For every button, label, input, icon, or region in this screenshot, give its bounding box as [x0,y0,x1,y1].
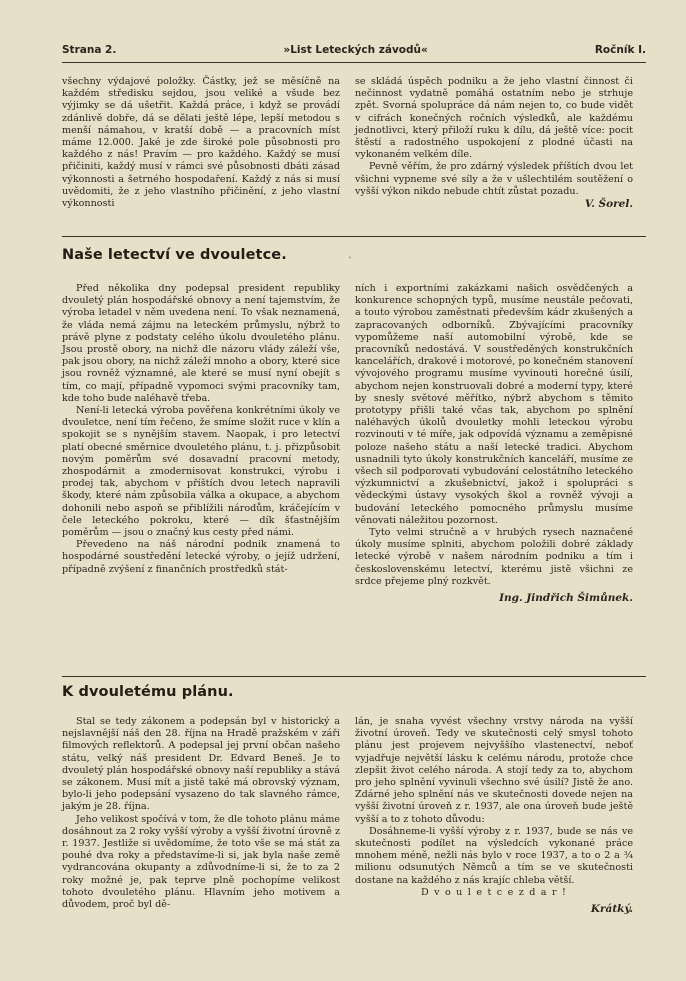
top-right-paragraph-1: se skládá úspěch podniku a že jeho vlastní činnost či nečinnost vydatně pomáhá ostatním nebo je strhuje zpět. Svorná spolupráce dá nám nejen to, co bude vidět v cifrách konečných ročních výsledků, ale každému jednotlivci, který přiloží ruku k dílu, dá ještě více: pocit štěstí a radostného uspokojení z plodné účasti na vykonaném velkém díle. [355,76,633,161]
top-left-paragraph: všechny výdajové položky. Částky, jež se měsíčně na každém středisku sejdou, jsou veliké a všude bez výjimky se dá ušetřit. Každá práce, i když se provádí zdánlivě dobře, dá se dělati ještě lépe, lepší metodou s menší námahou, v kratší době — a pracovních míst máme 12.000. Jaké je zde široké pole působnosti pro každého z nás! Pravím — pro každého. Každý se musí přičiniti, každý musí v rámci své působnosti dbáti zásad výkonnosti a šetrného hospodaření. Každý z nás si musí uvědomiti, že z jeho vlastního přičinění, z jeho vlastní výkonnosti [62,76,340,210]
page-header [62,44,646,58]
top-signature: V. Šorel. [584,198,633,211]
article1-title: Naše letectví ve dvouletce. [62,247,287,263]
article1-left-paragraph-1: Před několika dny podepsal president republiky dvouletý plán hospodářské obnovy a není tajemstvím, že výroba letadel v něm uvedena není. To však neznamená, že vláda nemá zájmu na leteckém průmyslu, nýbrž to právě plyne z podstaty celého úkolu dvouletého plánu. Jsou prostě obory, na nichž dle názoru vlády záleží vše, pak jsou obory, na nichž záleží mnoho a obory, které sice jsou rovněž významné, ale které se musí nyní obejít s tím, co mají, případně vypomoci svými pracovníky tam, kde toho bude naléhavě třeba. [62,283,340,404]
article2-left-paragraph-2: Jeho velikost spočívá v tom, že dle tohoto plánu máme dosáhnout za 2 roky vyšší výroby a vyšší životní úrovně z r. 1937. Jestliže si uvědomíme, že toto vše se má stát za pouhé dva roky a představíme-li si, jak byla naše země vydrancována okupanty a zdůvodníme-li si, že to za 2 roky možné je, pak teprve plně pochopíme velikost tohoto dvouletého plánu. Hlavním jeho motivem a důvodem, proč byl dě- [62,813,340,911]
top-right-paragraph-2: Pevně věřím, že pro zdárný výsledek příštích dvou let všichni vypneme své síly a že v ušlechtilém soutěžení o vyšší výkon nikdo nebude chtít zůstat pozadu. [355,161,633,197]
article1-right-paragraph-2: Tyto velmi stručně a v hrubých rysech naznačené úkoly musíme splniti, abychom položili dobré základy letecké výrobě v našem národním podniku a tím i československému letectví, kterému jistě všichni ze srdce přejeme plný rozkvět. [355,527,633,587]
page-number: Strana 2. [62,44,117,56]
article1-left-column [62,283,340,576]
section-divider-2 [62,676,646,677]
article1-left-paragraph-3: Převedeno na náš národní podnik znamená to hospodárné soustředění letecké výroby, o jejíž udržení, případně zvýšení z finančních prostředků stát- [62,539,340,575]
speck-mark: ` [348,257,353,268]
article2-closing: D v o u l e t c e z d a r ! [420,886,568,898]
article2-signature: Krátký. [590,903,633,916]
top-right-column [355,76,633,210]
article1-right-paragraph-1: ních i exportními zakázkami našich osvědčených a konkurence schopných typů, musíme neustále pečovati, a touto výrobou zaměstnati především kádr zkušených a zapracovaných odborníků. Zbývajícími pracovníky vypomůžeme naší automobilní výrobě, kde se pracovníků nedostává. V soustředěných konstrukčních kancelářích, drakové i motorové, po konečném stanovení vývojového programu musíme vyvinouti horečné úsilí, abychom nejen konstruovali dobré a moderní typy, které by snesly světové měřítko, nýbrž abychom s těmito prototypy přišli také včas tak, abychom po splnění naléhavých úkolů dvouletky mohli leteckou výrobu rozvinouti v té míře, jak odpovídá významu a zeměpisné poloze našeho státu a naší letecké tradici. Abychom usnadnili tyto úkoly konstrukčních kanceláří, musíme ze všech sil podporovati vybudování celostátního leteckého výzkumnictví a zkušebnictví, jakož i spolupráci s vědeckými ústavy vysokých škol a rovněž vývoji a budování leteckého pomocného průmyslu musíme věnovati náležitou pozornost. [355,283,633,526]
article1-left-paragraph-2: Není-li letecká výroba pověřena konkrétními úkoly ve dvouletce, není tím řečeno, že smíme složit ruce v klín a spokojit se s nynějším stavem. Naopak, i pro letectví platí obecné směrnice dvouletého plánu, t. j. přizpůsobit novým poměrům své dosavadní pracovní metody, zhospodárnit a zmodernisovat konstrukci, výrobu i prodej tak, abychom v příštích dvou letech napravili škody, které nám způsobila válka a okupace, a abychom dohonili nebo aspoň se přiblížili národům, kráčejícím v čele leteckého pokroku, které — dík šťastnějším poměrům — jsou o značný kus cesty před námi. [62,405,340,539]
article2-right-column [355,716,633,915]
article2-left-paragraph-1: Stal se tedy zákonem a podepsán byl v historický a nejslavnější náš den 28. října na Hradě pražském v záři filmových reflektorů. A podepsal jej první občan našeho státu, velký náš president Dr. Edvard Beneš. Je to dvouletý plán hospodářské obnovy naší republiky a stává se zákonem. Musí mít a jistě také má obrovský význam, bylo-li jeho podepsání vysazeno do tak slavného rámce, jakým je 28. října. [62,716,340,813]
article2-right-paragraph-2: Dosáhneme-li vyšší výroby z r. 1937, bude se nás ve skutečnosti podílet na výsledcích vykonané práce mnohem méně, nežli nás bylo v roce 1937, a to o 2 a ¾ milionu odsunutých Němců a tím se ve skutečnosti dostane na každého z nás krajíc chleba větší. [355,825,633,886]
volume-label: Ročník I. [594,44,646,56]
header-rule [62,62,646,63]
article1-right-column [355,283,633,604]
top-left-column [62,76,340,210]
section-divider-1 [62,236,646,237]
article2-right-paragraph-1: lán, je snaha vyvést všechny vrstvy národa na vyšší životní úroveň. Tedy ve skutečnosti celý smysl tohoto plánu jest projevem nejvyššího vlastenectví, neboť vyjadřuje největší lásku k celému národu, protože chce zlepšit život celého národa. A stojí tedy za to, abychom pro jeho splnění vyvinuli všechno své úsilí? Jistě že ano. Zdárné jeho splnění nás ve skutečnosti dovede nejen na vyšší životní úroveň z r. 1937, ale ona úroveň bude ještě vyšší a to z tohoto důvodu: [355,716,633,825]
article1-signature: Ing. Jindřich Šimůnek. [499,592,633,605]
article2-title: K dvouletému plánu. [62,684,234,700]
publication-title: »List Leteckých závodů« [283,44,428,56]
article2-left-column [62,716,340,911]
